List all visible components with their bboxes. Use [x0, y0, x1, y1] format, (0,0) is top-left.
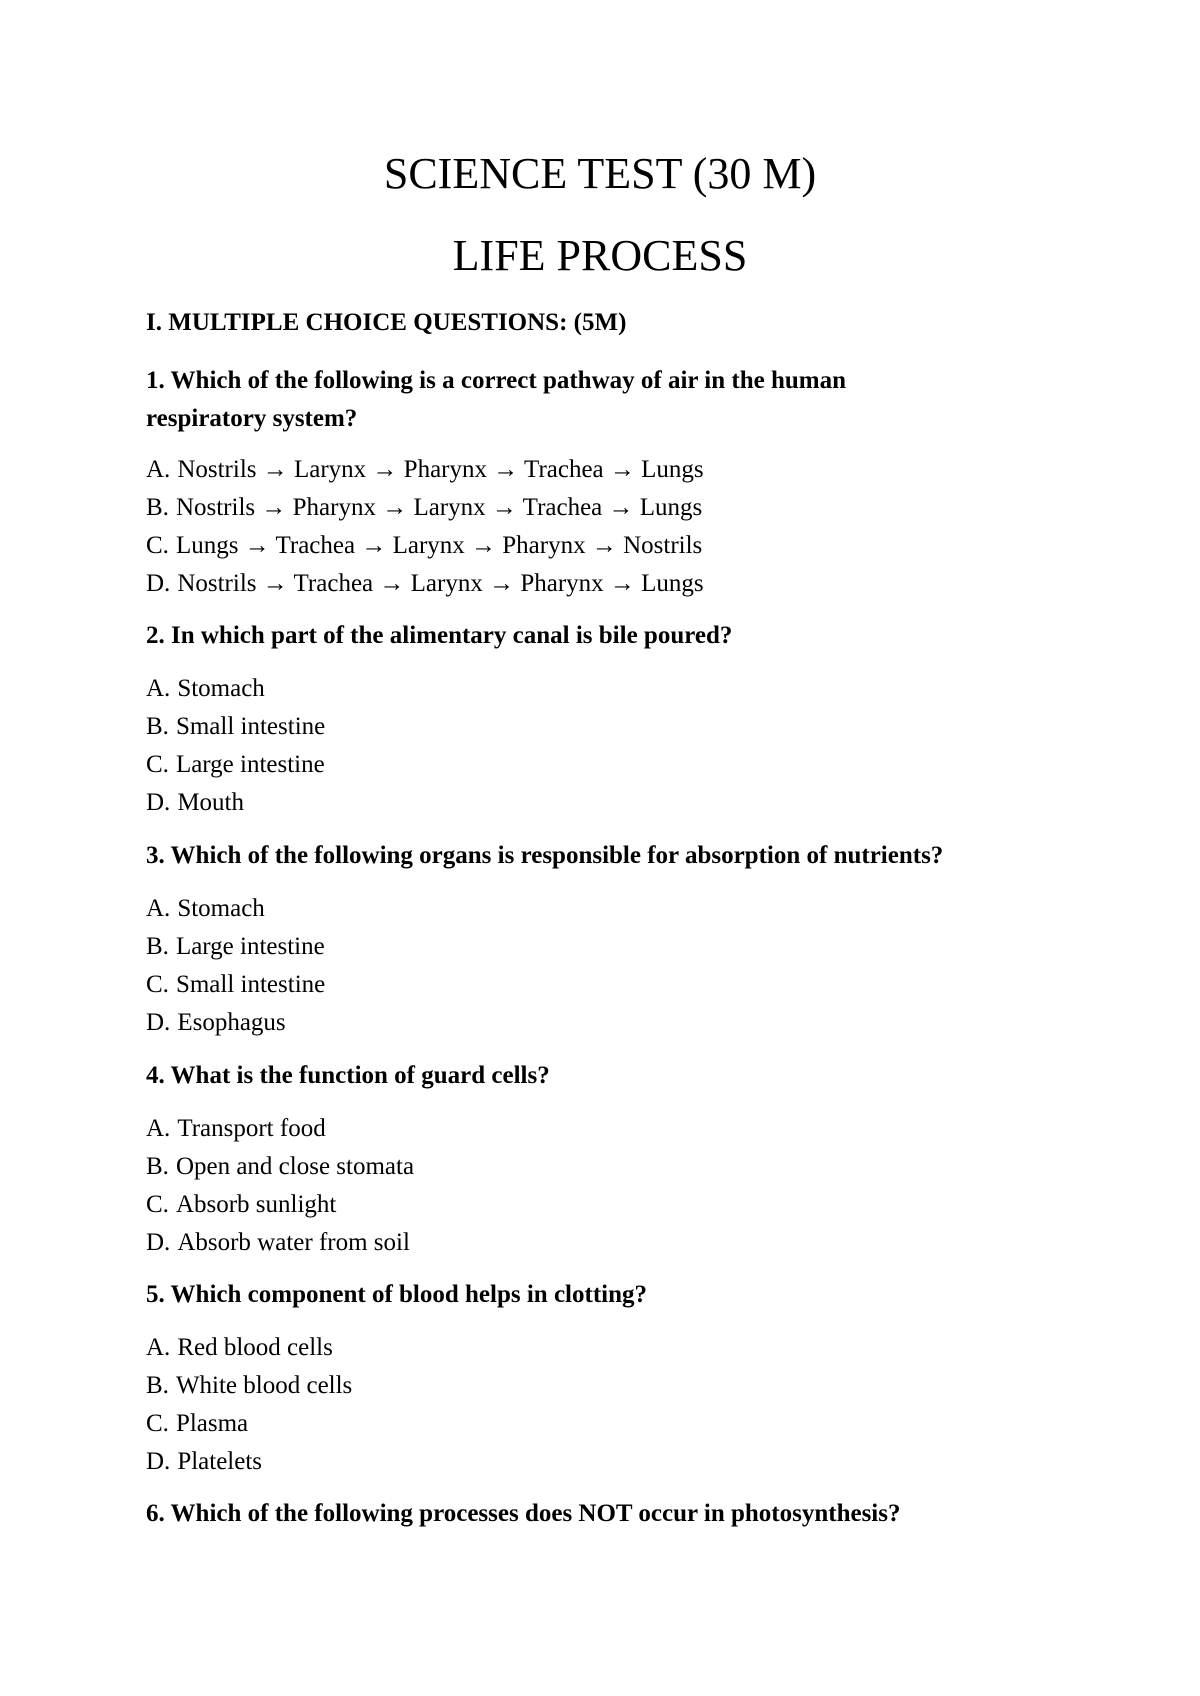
option-text: Open and close stomata — [175, 1153, 415, 1180]
option-text: Transport food — [177, 1115, 326, 1142]
option-list — [146, 1329, 352, 1481]
question-text-continued: respiratory system? — [146, 405, 358, 432]
option-letter: D. — [146, 789, 171, 816]
option-text: Mouth — [177, 789, 244, 816]
option-letter: D. — [146, 1448, 171, 1475]
option-item — [146, 451, 704, 489]
option-letter: A. — [146, 675, 171, 702]
question-text: 2. In which part of the alimentary canal is bile poured? — [146, 622, 733, 649]
section-heading: I. MULTIPLE CHOICE QUESTIONS: (5M) — [146, 309, 627, 336]
question-text: 1. Which of the following is a correct pathway of air in the human — [146, 367, 847, 394]
option-item — [146, 1443, 352, 1481]
option-letter: D. — [146, 1229, 171, 1256]
option-letter: A. — [146, 1334, 171, 1361]
option-text: Red blood cells — [177, 1334, 333, 1361]
option-text: Absorb sunlight — [175, 1191, 337, 1218]
test-subtitle: LIFE PROCESS — [452, 231, 748, 280]
option-text: Large intestine — [175, 751, 325, 778]
option-text: White blood cells — [175, 1372, 353, 1399]
option-item — [146, 1405, 352, 1443]
option-text: Large intestine — [175, 933, 325, 960]
option-text: Stomach — [177, 895, 265, 922]
option-letter: A. — [146, 456, 171, 483]
test-title: SCIENCE TEST (30 M) — [383, 149, 817, 198]
option-letter: C. — [146, 751, 169, 778]
option-item — [146, 527, 704, 565]
question-text: 5. Which component of blood helps in clotting? — [146, 1281, 648, 1308]
option-item — [146, 1186, 414, 1224]
option-text: Nostrils → Trachea → Larynx → Pharynx → Lungs — [177, 570, 704, 597]
option-text: Platelets — [177, 1448, 263, 1475]
option-list — [146, 890, 325, 1042]
option-letter: B. — [146, 1153, 169, 1180]
option-text: Stomach — [177, 675, 265, 702]
option-letter: A. — [146, 895, 171, 922]
option-text: Nostrils → Pharynx → Larynx → Trachea → Lungs — [175, 494, 703, 521]
option-item — [146, 1224, 414, 1262]
option-item — [146, 1110, 414, 1148]
option-item — [146, 1367, 352, 1405]
option-text: Small intestine — [175, 713, 326, 740]
option-item — [146, 1004, 325, 1042]
option-letter: A. — [146, 1115, 171, 1142]
option-text: Esophagus — [177, 1009, 286, 1036]
option-letter: C. — [146, 971, 169, 998]
option-item — [146, 928, 325, 966]
option-text: Small intestine — [175, 971, 326, 998]
option-letter: D. — [146, 1009, 171, 1036]
option-list — [146, 451, 704, 603]
option-letter: C. — [146, 1191, 169, 1218]
option-list — [146, 670, 325, 822]
option-item — [146, 966, 325, 1004]
option-list — [146, 1110, 414, 1262]
option-item — [146, 1329, 352, 1367]
option-text: Plasma — [175, 1410, 249, 1437]
option-letter: B. — [146, 1372, 169, 1399]
option-item — [146, 784, 325, 822]
question-text: 3. Which of the following organs is responsible for absorption of nutrients? — [146, 842, 944, 869]
option-item — [146, 746, 325, 784]
option-letter: B. — [146, 494, 169, 521]
option-item — [146, 670, 325, 708]
option-text: Absorb water from soil — [177, 1229, 410, 1256]
option-letter: C. — [146, 1410, 169, 1437]
option-letter: B. — [146, 933, 169, 960]
option-item — [146, 489, 704, 527]
question-text: 4. What is the function of guard cells? — [146, 1062, 550, 1089]
option-item — [146, 708, 325, 746]
option-text: Lungs → Trachea → Larynx → Pharynx → Nostrils — [175, 532, 703, 559]
option-letter: B. — [146, 713, 169, 740]
option-item — [146, 565, 704, 603]
option-text: Nostrils → Larynx → Pharynx → Trachea → Lungs — [177, 456, 704, 483]
question-text: 6. Which of the following processes does NOT occur in photosynthesis? — [146, 1500, 901, 1527]
option-letter: C. — [146, 532, 169, 559]
option-letter: D. — [146, 570, 171, 597]
option-item — [146, 890, 325, 928]
option-item — [146, 1148, 414, 1186]
